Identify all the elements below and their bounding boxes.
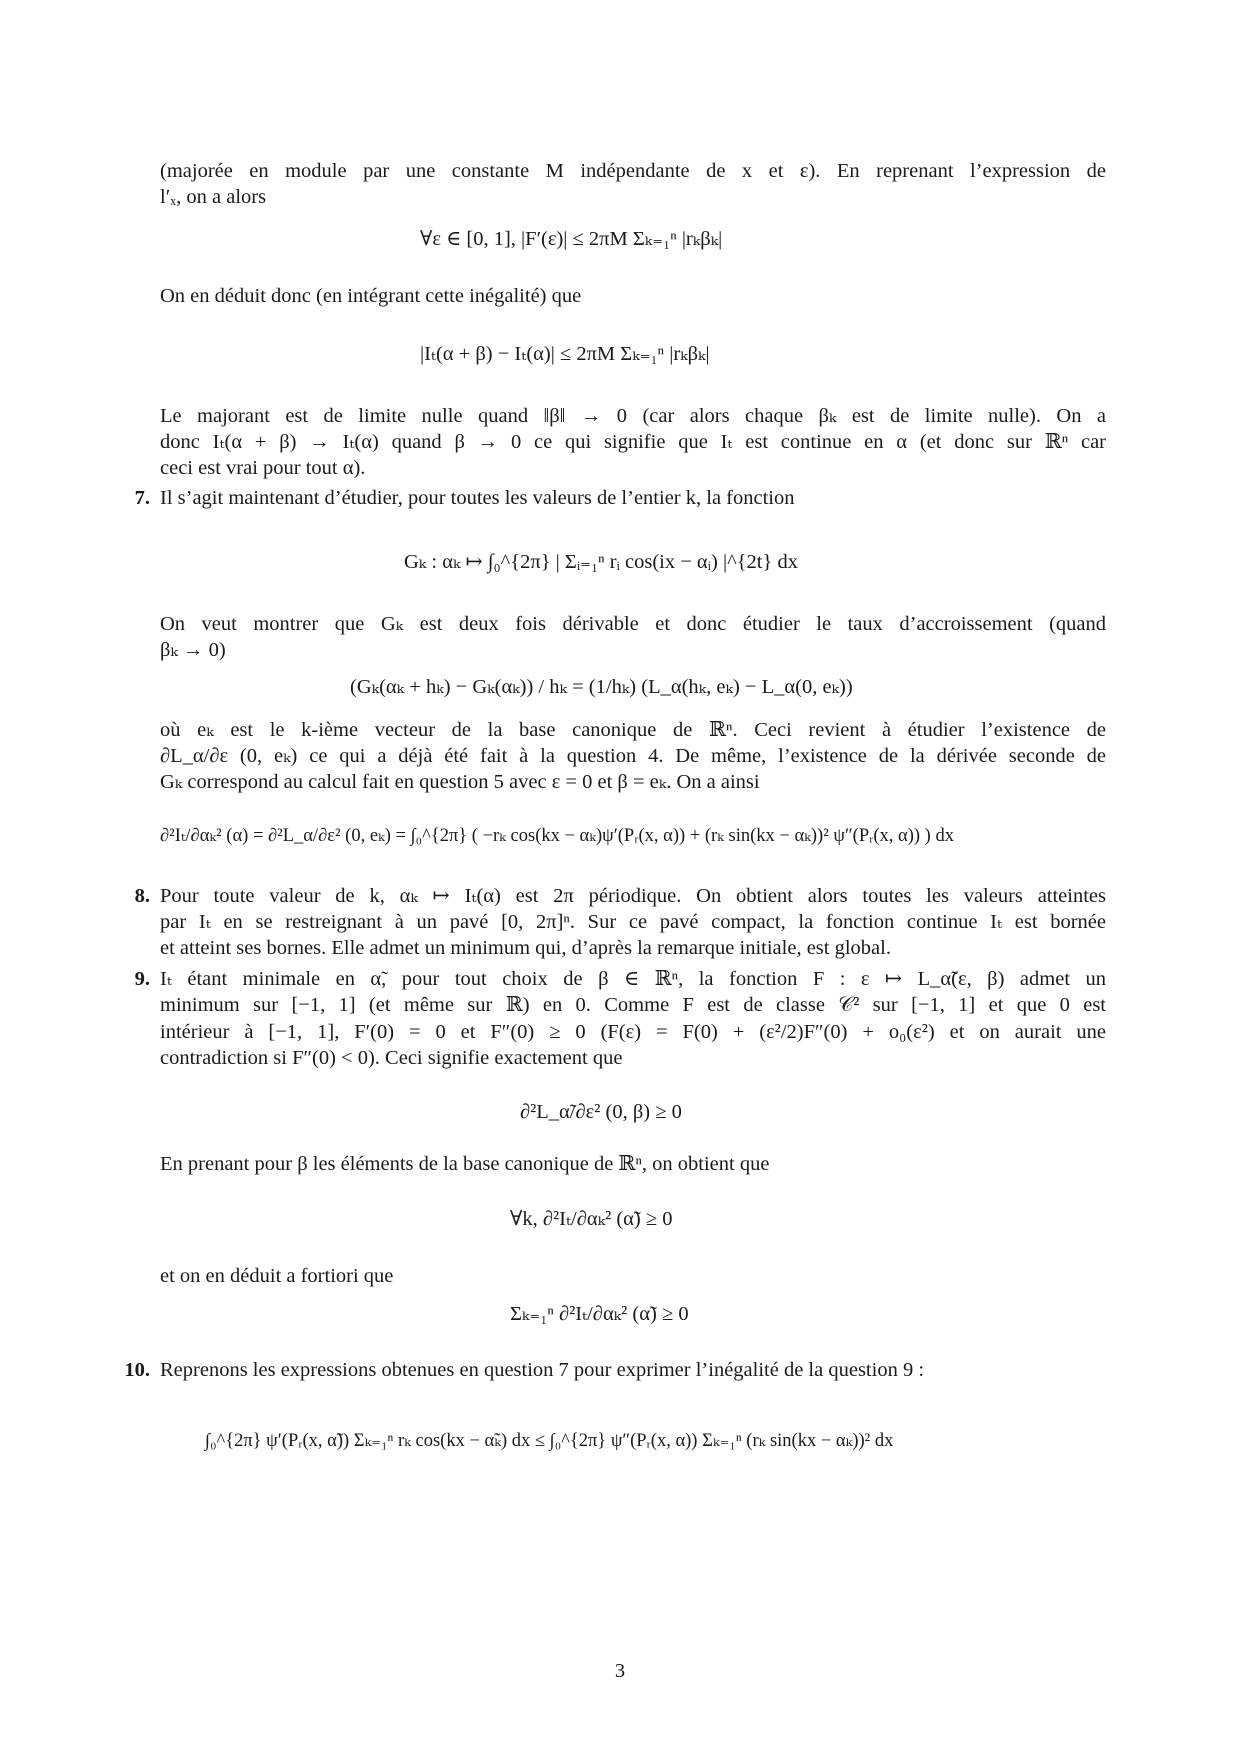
- text-line: βₖ → 0): [160, 639, 226, 661]
- text-line: Il s’agit maintenant d’étudier, pour toutes les valeurs de l’entier k, la fonction: [160, 487, 795, 509]
- text-line: et atteint ses bornes. Elle admet un minimum qui, d’après la remarque initiale, est global.: [160, 937, 891, 959]
- text-line: l′ₓ, on a alors: [160, 186, 267, 208]
- text-line: On en déduit donc (en intégrant cette inégalité) que: [160, 285, 582, 307]
- equation-6: ∂²L_α̃/∂ε² (0, β) ≥ 0: [520, 1101, 682, 1123]
- question-number-8: 8.: [134, 885, 150, 907]
- equation-3: Gₖ : αₖ ↦ ∫₀^{2π} | Σᵢ₌₁ⁿ rᵢ cos(ix − αᵢ) |^{2t} dx: [404, 551, 798, 573]
- equation-9: ∫₀^{2π} ψ′(Pᵣ(x, α̃)) Σₖ₌₁ⁿ rₖ cos(kx − α̃ₖ) dx ≤ ∫₀^{2π} ψ″(Pᵣ(x, α)) Σₖ₌₁ⁿ (rₖ sin(kx − αₖ))² dx: [205, 1431, 894, 1451]
- text-line: donc Iₜ(α + β) → Iₜ(α) quand β → 0 ce qui signifie que Iₜ est continue en α (et donc sur ℝⁿ car: [160, 431, 1106, 453]
- question-number-10: 10.: [124, 1359, 150, 1381]
- equation-7: ∀k, ∂²Iₜ/∂αₖ² (α̃) ≥ 0: [510, 1208, 673, 1230]
- text-line: ∂L_α/∂ε (0, eₖ) ce qui a déjà été fait à la question 4. De même, l’existence de la dérivée seconde de: [160, 745, 1106, 767]
- text-line: par Iₜ en se restreignant à un pavé [0, 2π]ⁿ. Sur ce pavé compact, la fonction continue Iₜ est bornée: [160, 911, 1106, 933]
- text-line: On veut montrer que Gₖ est deux fois dérivable et donc étudier le taux d’accroissement (quand: [160, 613, 1106, 635]
- text-line: contradiction si F″(0) < 0). Ceci signifie exactement que: [160, 1047, 623, 1069]
- text-line: Iₜ étant minimale en α̃, pour tout choix de β ∈ ℝⁿ, la fonction F : ε ↦ L_α̃(ε, β) admet un: [160, 968, 1106, 990]
- equation-8: Σₖ₌₁ⁿ ∂²Iₜ/∂αₖ² (α̃) ≥ 0: [510, 1303, 689, 1325]
- text-line: intérieur à [−1, 1], F′(0) = 0 et F″(0) ≥ 0 (F(ε) = F(0) + (ε²/2)F″(0) + o₀(ε²) et on aurait une: [160, 1021, 1106, 1043]
- text-line: (majorée en module par une constante M indépendante de x et ε). En reprenant l’expression de: [160, 160, 1106, 182]
- text-line: En prenant pour β les éléments de la base canonique de ℝⁿ, on obtient que: [160, 1153, 770, 1175]
- text-line: Reprenons les expressions obtenues en question 7 pour exprimer l’inégalité de la question 9 :: [160, 1359, 925, 1381]
- equation-1: ∀ε ∈ [0, 1], |F′(ε)| ≤ 2πM Σₖ₌₁ⁿ |rₖβₖ|: [420, 228, 723, 250]
- text-line: Pour toute valeur de k, αₖ ↦ Iₜ(α) est 2π périodique. On obtient alors toutes les valeurs atteintes: [160, 885, 1106, 907]
- equation-5: ∂²Iₜ/∂αₖ² (α) = ∂²L_α/∂ε² (0, eₖ) = ∫₀^{2π} ( −rₖ cos(kx − αₖ)ψ′(Pᵣ(x, α)) + (rₖ sin(kx − αₖ))² ψ″(Pᵣ(x, α)) ) dx: [160, 826, 954, 846]
- text-line: Le majorant est de limite nulle quand ‖β‖ → 0 (car alors chaque βₖ est de limite nulle). On a: [160, 405, 1106, 427]
- text-line: minimum sur [−1, 1] (et même sur ℝ) en 0. Comme F est de classe 𝒞² sur [−1, 1] et que 0 est: [160, 994, 1106, 1016]
- text-line: et on en déduit a fortiori que: [160, 1265, 394, 1287]
- page-number: 3: [614, 1660, 626, 1682]
- question-number-9: 9.: [134, 968, 150, 990]
- question-number-7: 7.: [134, 487, 150, 509]
- equation-2: |Iₜ(α + β) − Iₜ(α)| ≤ 2πM Σₖ₌₁ⁿ |rₖβₖ|: [420, 343, 710, 365]
- equation-4: (Gₖ(αₖ + hₖ) − Gₖ(αₖ)) / hₖ = (1/hₖ) (L_α(hₖ, eₖ) − L_α(0, eₖ)): [350, 676, 853, 698]
- text-line: où eₖ est le k-ième vecteur de la base canonique de ℝⁿ. Ceci revient à étudier l’existence de: [160, 719, 1106, 741]
- text-line: ceci est vrai pour tout α).: [160, 457, 366, 479]
- text-line: Gₖ correspond au calcul fait en question 5 avec ε = 0 et β = eₖ. On a ainsi: [160, 771, 760, 793]
